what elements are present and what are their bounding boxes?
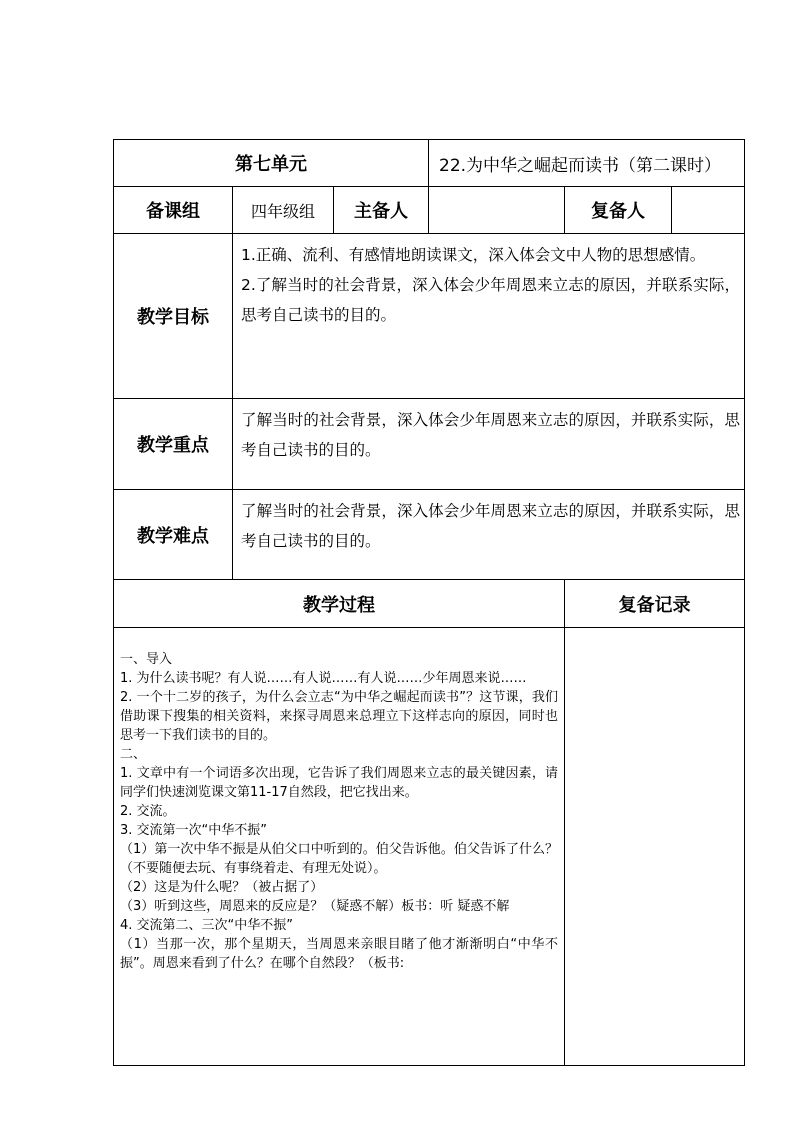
process-line: 1. 为什么读书呢？有人说……有人说……有人说……少年周恩来说……	[120, 671, 527, 686]
objectives-row	[114, 234, 745, 399]
lesson-plan-table	[113, 139, 745, 1066]
notes-content	[565, 628, 745, 1066]
process-body-row	[114, 628, 745, 1066]
objective-item: 2.了解当时的社会背景，深入体会少年周恩来立志的原因，并联系实际，思考自己读书的目的。	[241, 276, 741, 324]
notes-label: 复备记录	[565, 580, 745, 628]
key-points-label: 教学重点	[114, 399, 233, 490]
info-row	[114, 187, 745, 234]
objectives-label: 教学目标	[114, 234, 233, 399]
process-header-row	[114, 580, 745, 628]
objectives-content	[233, 234, 745, 399]
difficulties-row	[114, 490, 745, 580]
process-line: （1）当那一次，那个星期天，当周恩来亲眼目睹了他才渐渐明白“中华不振”。周恩来看到了什么？在哪个自然段？（板书:	[120, 937, 559, 971]
key-points-row	[114, 399, 745, 490]
process-line: 3. 交流第一次“中华不振”	[120, 823, 268, 838]
key-points-content: 了解当时的社会背景，深入体会少年周恩来立志的原因，并联系实际，思考自己读书的目的。	[233, 399, 745, 490]
process-line: （3）听到这些，周恩来的反应是？（疑惑不解）板书：听 疑惑不解	[120, 899, 510, 914]
process-line: 2. 交流。	[120, 804, 176, 819]
process-line: （2）这是为什么呢？（被占据了）	[120, 880, 324, 895]
process-lines	[120, 650, 558, 1065]
process-line: 1. 文章中有一个词语多次出现，它告诉了我们周恩来立志的最关键因素，请同学们快速浏览课文第11-17自然段，把它找出来。	[120, 766, 559, 800]
process-line: 一、导入	[120, 652, 173, 667]
group-label: 备课组	[114, 187, 233, 234]
process-line: 二、	[120, 747, 147, 762]
group-value: 四年级组	[233, 187, 334, 234]
process-line: 4. 交流第二、三次“中华不振”	[120, 918, 294, 933]
difficulties-content: 了解当时的社会背景，深入体会少年周恩来立志的原因，并联系实际，思考自己读书的目的。	[233, 490, 745, 580]
unit-title: 第七单元	[114, 140, 429, 187]
co-preparer-value	[672, 187, 745, 234]
lesson-title: 22.为中华之崛起而读书（第二课时）	[429, 140, 745, 187]
header-row	[114, 140, 745, 187]
difficulties-label: 教学难点	[114, 490, 233, 580]
process-label: 教学过程	[114, 580, 565, 628]
main-preparer-label: 主备人	[334, 187, 429, 234]
process-content	[114, 628, 565, 1066]
objective-item: 1.正确、流利、有感情地朗读课文，深入体会文中人物的思想感情。	[241, 246, 706, 264]
process-line: 2. 一个十二岁的孩子，为什么会立志“为中华之崛起而读书”？这节课，我们借助课下搜集的相关资料，来探寻周恩来总理立下这样志向的原因，同时也思考一下我们读书的目的。	[120, 690, 559, 743]
co-preparer-label: 复备人	[565, 187, 672, 234]
process-line: （1）第一次中华不振是从伯父口中听到的。伯父告诉他。伯父告诉了什么？（不要随便去玩、有事绕着走、有理无处说）。	[120, 842, 559, 876]
main-preparer-value	[429, 187, 565, 234]
